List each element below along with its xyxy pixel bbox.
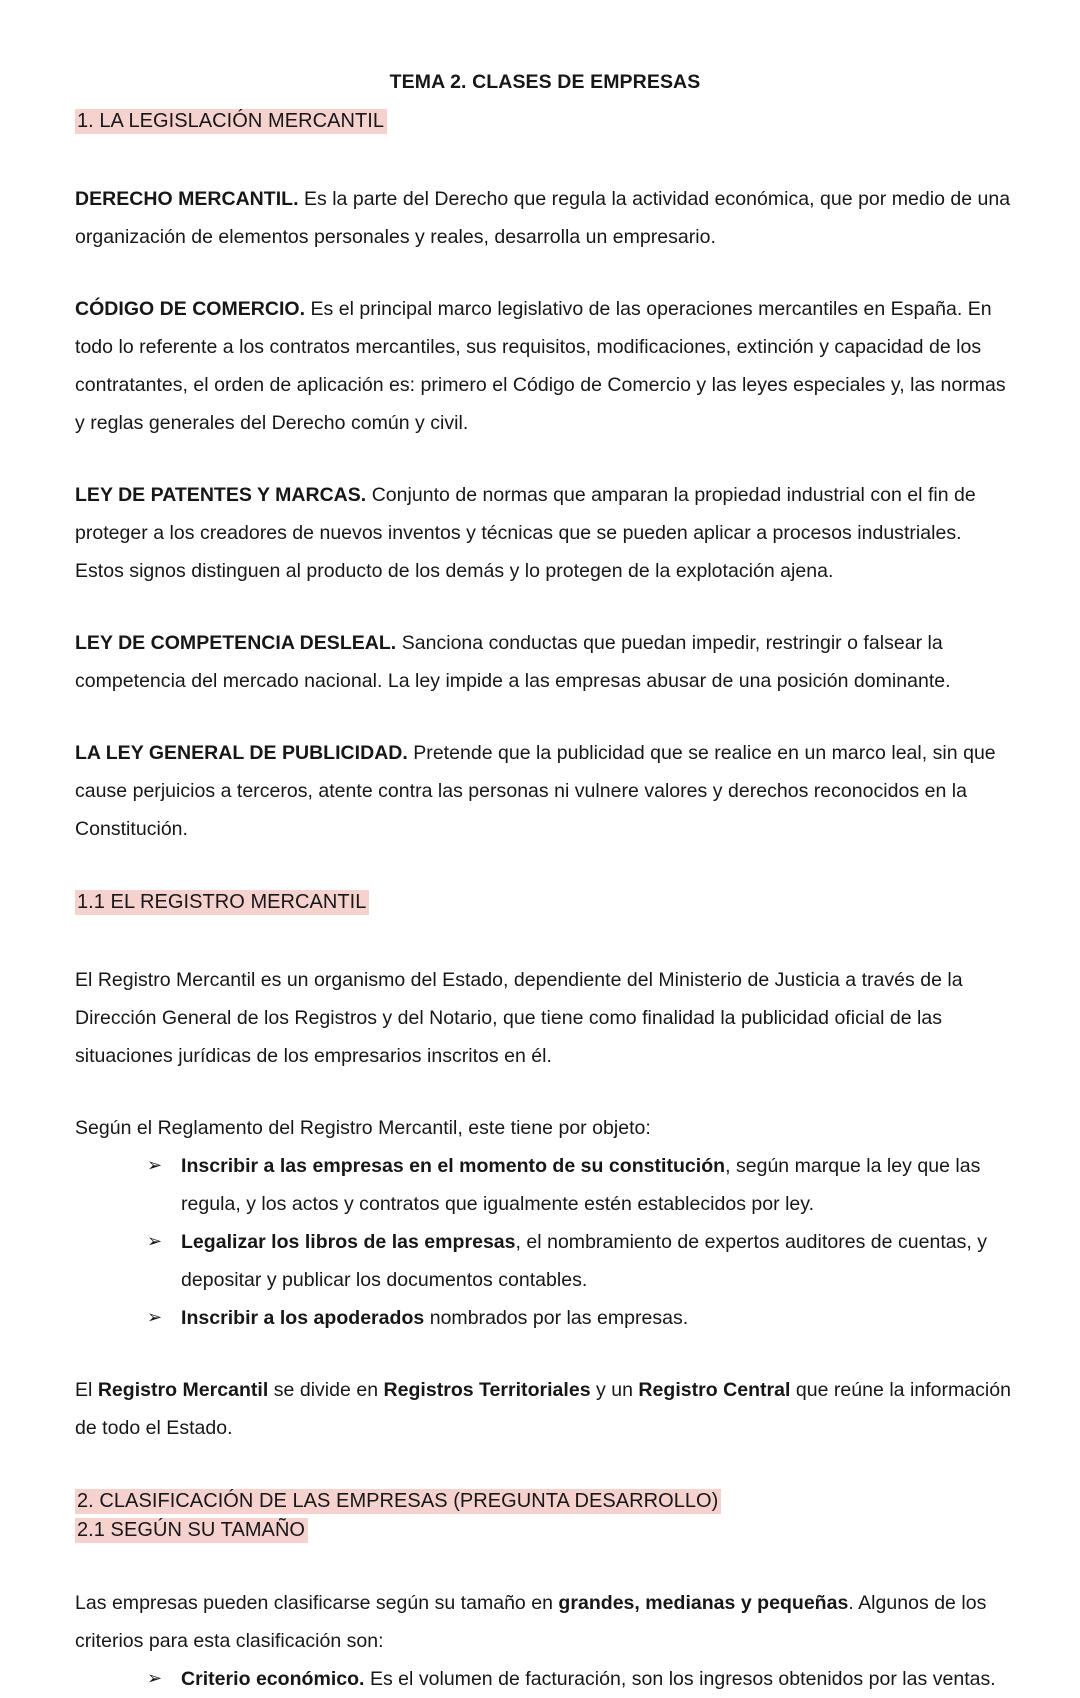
arrow-bullet-icon: ➢ <box>147 1231 163 1253</box>
spacer <box>75 1075 1015 1109</box>
list-item-text: Es el volumen de facturación, son los ingresos obtenidos por las ventas. <box>364 1668 996 1691</box>
spacer <box>75 590 1015 624</box>
text-fragment: . Algunos de los criterios para esta clasificación son: <box>75 1592 987 1653</box>
list-item-bold: Criterio económico. <box>181 1668 365 1691</box>
paragraph-registro-objeto-intro: Según el Reglamento del Registro Mercantil, este tiene por objeto: <box>75 1117 651 1140</box>
paragraph-registro-division <box>75 1371 1015 1447</box>
paragraph-derecho-mercantil <box>75 180 1015 256</box>
list-item-bold: Inscribir a las empresas en el momento de su constitución <box>181 1155 726 1178</box>
paragraph-body-ley-publicidad: Pretende que la publicidad que se realice en un marco leal, sin que cause perjuicios a terceros, atente contra las personas ni vulnere valores y derechos reconocidos en la Constitución. <box>75 742 996 841</box>
list-item <box>75 1660 1015 1698</box>
paragraph-ley-publicidad <box>75 734 1015 848</box>
list-registro-objeto <box>75 1147 1015 1337</box>
section-heading-2-1 <box>75 1516 1015 1544</box>
arrow-bullet-icon: ➢ <box>147 1155 163 1177</box>
paragraph-body-derecho-mercantil: Es la parte del Derecho que regula la actividad económica, que por medio de una organización de elementos personales y reales, desarrolla un empresario. <box>75 188 1011 249</box>
paragraph-clasificacion-intro <box>75 1584 1015 1660</box>
text-bold-registro-mercantil: Registro Mercantil <box>97 1379 269 1402</box>
section-heading-2 <box>75 1487 1015 1515</box>
text-bold-registro-central: Registro Central <box>638 1379 791 1402</box>
paragraph-ley-competencia <box>75 624 1015 700</box>
list-item <box>75 1147 1015 1223</box>
paragraph-registro-definicion: El Registro Mercantil es un organismo del Estado, dependiente del Ministerio de Justicia a través de la Dirección General de los Registros y del Notario, que tiene como finalidad la publicidad oficial de las situaciones jurídicas de los empresarios inscritos en él. <box>75 969 963 1068</box>
section-heading-1-text: 1. LA LEGISLACIÓN MERCANTIL <box>75 109 387 134</box>
spacer <box>75 921 1015 961</box>
spacer <box>75 848 1015 888</box>
spacer <box>75 442 1015 476</box>
section-heading-2-1-text: 2.1 SEGÚN SU TAMAÑO <box>75 1518 308 1543</box>
list-item-text: , según marque la ley que las regula, y los actos y contratos que igualmente estén establecidos por ley. <box>181 1155 981 1216</box>
list-item-text: nombrados por las empresas. <box>424 1307 689 1330</box>
paragraph-lead-ley-publicidad: LA LEY GENERAL DE PUBLICIDAD. <box>75 742 408 765</box>
arrow-bullet-icon: ➢ <box>147 1307 163 1329</box>
arrow-bullet-icon: ➢ <box>147 1668 163 1690</box>
paragraph-codigo-comercio <box>75 290 1015 442</box>
spacer <box>75 140 1015 180</box>
list-item-text: , el nombramiento de expertos auditores de cuentas, y depositar y publicar los documentos contables. <box>181 1231 988 1292</box>
section-heading-1-1 <box>75 888 1015 917</box>
page-title: TEMA 2. CLASES DE EMPRESAS <box>389 71 701 93</box>
list-criterios-tamano <box>75 1660 1015 1698</box>
text-fragment: que reúne la información de todo el Estado. <box>75 1379 1012 1440</box>
section-heading-2-text: 2. CLASIFICACIÓN DE LAS EMPRESAS (PREGUNTA DESARROLLO) <box>75 1489 721 1514</box>
text-fragment: se divide en <box>268 1379 384 1402</box>
paragraph-lead-ley-competencia: LEY DE COMPETENCIA DESLEAL. <box>75 632 397 655</box>
paragraph-body-ley-patentes: Conjunto de normas que amparan la propiedad industrial con el fin de proteger a los creadores de nuevos inventos y técnicas que se pueden aplicar a procesos industriales. Estos signos distinguen al producto de los demás y lo protegen de la explotación ajena. <box>75 484 976 583</box>
spacer <box>75 1337 1015 1371</box>
paragraph-lead-codigo-comercio: CÓDIGO DE COMERCIO. <box>75 298 306 321</box>
text-fragment: y un <box>590 1379 639 1402</box>
spacer <box>75 700 1015 734</box>
paragraph-lead-derecho-mercantil: DERECHO MERCANTIL. <box>75 188 299 211</box>
paragraph-body-codigo-comercio: Es el principal marco legislativo de las operaciones mercantiles en España. En todo lo referente a los contratos mercantiles, sus requisitos, modificaciones, extinción y capacidad de los contratantes, el orden de aplicación es: primero el Código de Comercio y las leyes especiales y, las normas y reglas generales del Derecho común y civil. <box>75 298 1006 435</box>
spacer <box>75 1447 1015 1487</box>
list-item <box>75 1223 1015 1299</box>
paragraph-ley-patentes <box>75 476 1015 590</box>
paragraph-body-ley-competencia: Sanciona conductas que puedan impedir, restringir o falsear la competencia del mercado nacional. La ley impide a las empresas abusar de una posición dominante. <box>75 632 951 693</box>
spacer <box>75 256 1015 290</box>
section-heading-1-1-text: 1.1 EL REGISTRO MERCANTIL <box>75 890 369 915</box>
list-item <box>75 1299 1015 1337</box>
text-bold-tamanos: grandes, medianas y pequeñas <box>558 1592 849 1615</box>
section-heading-2-group <box>75 1487 1015 1544</box>
spacer <box>75 1544 1015 1584</box>
list-item-bold: Inscribir a los apoderados <box>181 1307 425 1330</box>
paragraph-lead-ley-patentes: LEY DE PATENTES Y MARCAS. <box>75 484 367 507</box>
section-heading-1 <box>75 107 1015 136</box>
list-item-bold: Legalizar los libros de las empresas <box>181 1231 516 1254</box>
text-bold-registros-territoriales: Registros Territoriales <box>383 1379 591 1402</box>
text-fragment: El <box>75 1379 98 1402</box>
text-fragment: Las empresas pueden clasificarse según su tamaño en <box>75 1592 559 1615</box>
